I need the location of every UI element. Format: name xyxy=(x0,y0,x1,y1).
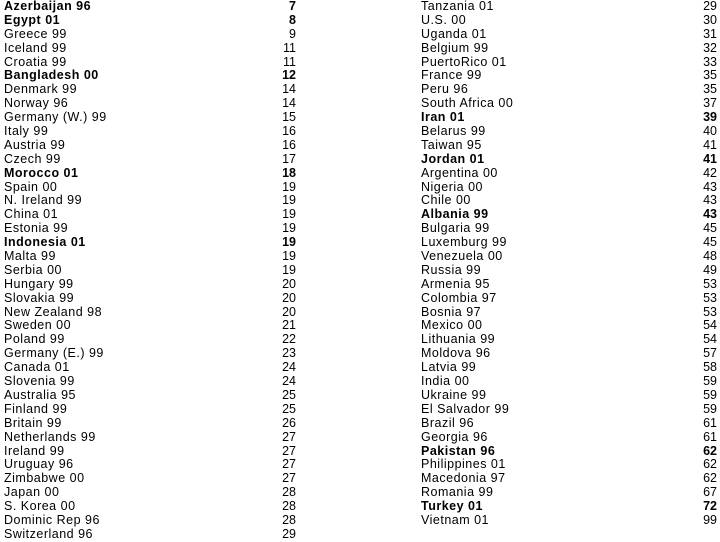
score-value: 54 xyxy=(703,332,717,347)
score-value: 19 xyxy=(282,193,296,208)
country-year-label: S. Korea 00 xyxy=(4,499,76,514)
score-value: 27 xyxy=(282,429,296,444)
score-value: 25 xyxy=(282,387,296,402)
country-year-label: Bosnia 97 xyxy=(421,304,482,319)
score-value: 11 xyxy=(283,40,296,55)
country-year-label: Britain 99 xyxy=(4,415,62,430)
score-value: 49 xyxy=(703,262,717,277)
score-value: 27 xyxy=(282,471,296,486)
score-value: 59 xyxy=(703,387,717,402)
table-row xyxy=(421,181,717,195)
table-row xyxy=(421,361,717,375)
table-row xyxy=(4,69,296,83)
score-value: 28 xyxy=(282,499,296,514)
country-year-label: Australia 95 xyxy=(4,387,77,402)
table-row xyxy=(421,319,717,333)
table-row xyxy=(421,514,717,528)
table-row xyxy=(421,42,717,56)
table-row xyxy=(421,222,717,236)
score-value: 61 xyxy=(703,429,717,444)
score-value: 45 xyxy=(703,235,717,250)
score-value: 41 xyxy=(703,151,717,166)
score-value: 17 xyxy=(282,151,296,166)
country-year-label: Estonia 99 xyxy=(4,221,69,236)
score-value: 21 xyxy=(282,318,296,333)
country-year-label: Germany (E.) 99 xyxy=(4,346,104,361)
score-value: 16 xyxy=(282,137,296,152)
country-year-label: Macedonia 97 xyxy=(421,471,506,486)
country-year-label: Norway 96 xyxy=(4,96,69,111)
table-row xyxy=(421,250,717,264)
table-row xyxy=(4,236,296,250)
table-row xyxy=(4,431,296,445)
country-year-label: Sweden 00 xyxy=(4,318,72,333)
score-value: 20 xyxy=(282,276,296,291)
score-value: 41 xyxy=(703,137,717,152)
country-year-label: Lithuania 99 xyxy=(421,332,496,347)
table-row xyxy=(421,69,717,83)
score-value: 24 xyxy=(282,374,296,389)
country-year-label: France 99 xyxy=(421,68,482,83)
table-row xyxy=(421,28,717,42)
table-row xyxy=(421,97,717,111)
country-year-label: South Africa 00 xyxy=(421,96,514,111)
table-row xyxy=(4,514,296,528)
table-row xyxy=(4,472,296,486)
table-row xyxy=(421,14,717,28)
score-value: 19 xyxy=(282,207,296,222)
table-row xyxy=(4,389,296,403)
table-row xyxy=(4,361,296,375)
table-row xyxy=(421,306,717,320)
score-value: 32 xyxy=(703,40,717,55)
table-row xyxy=(421,264,717,278)
table-row xyxy=(4,500,296,514)
table-row xyxy=(4,194,296,208)
country-year-label: Romania 99 xyxy=(421,485,494,500)
country-year-label: Indonesia 01 xyxy=(4,235,86,250)
country-year-label: Mexico 00 xyxy=(421,318,483,333)
table-row xyxy=(4,167,296,181)
table-row xyxy=(421,403,717,417)
table-row xyxy=(4,97,296,111)
table-row xyxy=(421,208,717,222)
table-row xyxy=(4,250,296,264)
left-column xyxy=(4,0,296,542)
table-row xyxy=(4,292,296,306)
table-row xyxy=(421,389,717,403)
score-value: 42 xyxy=(703,165,717,180)
country-year-label: Dominic Rep 96 xyxy=(4,512,100,527)
country-year-label: Tanzania 01 xyxy=(421,0,494,13)
score-value: 72 xyxy=(703,499,717,514)
country-year-label: Netherlands 99 xyxy=(4,429,96,444)
country-year-label: Malta 99 xyxy=(4,249,56,264)
country-year-label: El Salvador 99 xyxy=(421,401,510,416)
country-year-label: China 01 xyxy=(4,207,59,222)
score-value: 26 xyxy=(282,415,296,430)
country-year-label: Belgium 99 xyxy=(421,40,489,55)
country-year-label: Austria 99 xyxy=(4,137,66,152)
table-row xyxy=(421,417,717,431)
country-year-label: Russia 99 xyxy=(421,262,482,277)
table-row xyxy=(4,56,296,70)
table-row xyxy=(421,194,717,208)
score-value: 19 xyxy=(282,221,296,236)
table-row xyxy=(421,292,717,306)
table-row xyxy=(421,153,717,167)
score-value: 9 xyxy=(289,26,296,41)
country-year-label: Finland 99 xyxy=(4,401,68,416)
country-year-label: Uruguay 96 xyxy=(4,457,74,472)
country-year-label: PuertoRico 01 xyxy=(421,54,507,69)
score-value: 35 xyxy=(703,68,717,83)
country-year-label: Czech 99 xyxy=(4,151,61,166)
table-row xyxy=(421,445,717,459)
country-year-label: Venezuela 00 xyxy=(421,249,503,264)
country-year-label: Armenia 95 xyxy=(421,276,490,291)
score-value: 58 xyxy=(703,360,717,375)
score-value: 20 xyxy=(282,290,296,305)
table-row xyxy=(421,500,717,514)
country-year-label: N. Ireland 99 xyxy=(4,193,83,208)
country-year-label: Jordan 01 xyxy=(421,151,485,166)
country-year-label: Brazil 96 xyxy=(421,415,475,430)
table-row xyxy=(4,83,296,97)
score-value: 99 xyxy=(703,512,717,527)
score-value: 43 xyxy=(703,207,717,222)
score-value: 62 xyxy=(703,471,717,486)
country-year-label: Moldova 96 xyxy=(421,346,491,361)
country-year-label: Canada 01 xyxy=(4,360,70,375)
score-value: 43 xyxy=(703,193,717,208)
score-value: 29 xyxy=(282,526,296,541)
table-row xyxy=(4,403,296,417)
table-row xyxy=(421,278,717,292)
score-value: 33 xyxy=(703,54,717,69)
table-row xyxy=(421,167,717,181)
table-row xyxy=(4,264,296,278)
score-value: 53 xyxy=(703,290,717,305)
country-year-label: Azerbaijan 96 xyxy=(4,0,92,13)
table-row xyxy=(421,111,717,125)
country-year-label: Colombia 97 xyxy=(421,290,497,305)
country-year-label: Vietnam 01 xyxy=(421,512,490,527)
score-value: 43 xyxy=(703,179,717,194)
country-year-label: Slovenia 99 xyxy=(4,374,75,389)
table-row xyxy=(4,445,296,459)
table-row xyxy=(4,319,296,333)
table-row xyxy=(421,236,717,250)
country-year-label: Luxemburg 99 xyxy=(421,235,507,250)
table-row xyxy=(4,333,296,347)
table-row xyxy=(4,458,296,472)
country-year-label: Nigeria 00 xyxy=(421,179,483,194)
score-value: 19 xyxy=(282,262,296,277)
score-value: 53 xyxy=(703,276,717,291)
score-value: 14 xyxy=(282,96,296,111)
score-value: 29 xyxy=(703,0,717,13)
country-year-label: Taiwan 95 xyxy=(421,137,482,152)
score-value: 30 xyxy=(703,12,717,27)
table-row xyxy=(421,431,717,445)
country-year-label: Slovakia 99 xyxy=(4,290,75,305)
country-year-label: New Zealand 98 xyxy=(4,304,103,319)
table-row xyxy=(421,347,717,361)
table-row xyxy=(4,347,296,361)
country-year-label: Zimbabwe 00 xyxy=(4,471,85,486)
country-year-label: Bangladesh 00 xyxy=(4,68,99,83)
table-row xyxy=(421,472,717,486)
score-value: 61 xyxy=(703,415,717,430)
country-year-label: Chile 00 xyxy=(421,193,471,208)
country-year-label: Germany (W.) 99 xyxy=(4,110,107,125)
score-value: 67 xyxy=(703,485,717,500)
score-value: 20 xyxy=(282,304,296,319)
score-value: 19 xyxy=(282,249,296,264)
score-value: 15 xyxy=(282,110,296,125)
score-value: 25 xyxy=(282,401,296,416)
score-value: 35 xyxy=(703,82,717,97)
country-year-label: Iran 01 xyxy=(421,110,465,125)
country-year-label: Spain 00 xyxy=(4,179,58,194)
score-value: 18 xyxy=(282,165,296,180)
score-value: 27 xyxy=(282,443,296,458)
table-row xyxy=(4,222,296,236)
country-year-label: Iceland 99 xyxy=(4,40,67,55)
score-value: 11 xyxy=(283,54,296,69)
table-row xyxy=(421,125,717,139)
table-row xyxy=(4,278,296,292)
country-year-label: Latvia 99 xyxy=(421,360,477,375)
table-row xyxy=(4,14,296,28)
score-value: 59 xyxy=(703,401,717,416)
score-value: 37 xyxy=(703,96,717,111)
table-row xyxy=(4,111,296,125)
score-value: 22 xyxy=(282,332,296,347)
score-value: 48 xyxy=(703,249,717,264)
score-value: 19 xyxy=(282,179,296,194)
score-value: 54 xyxy=(703,318,717,333)
score-value: 8 xyxy=(289,12,296,27)
table-row xyxy=(4,125,296,139)
country-year-label: Georgia 96 xyxy=(421,429,488,444)
table-row xyxy=(4,0,296,14)
score-value: 59 xyxy=(703,374,717,389)
country-year-label: Albania 99 xyxy=(421,207,489,222)
score-value: 28 xyxy=(282,512,296,527)
right-column xyxy=(421,0,717,528)
table-row xyxy=(421,333,717,347)
score-value: 12 xyxy=(282,68,296,83)
table-row xyxy=(4,208,296,222)
table-row xyxy=(4,139,296,153)
table-row xyxy=(421,56,717,70)
score-value: 39 xyxy=(703,110,717,125)
table-row xyxy=(421,0,717,14)
country-year-label: Egypt 01 xyxy=(4,12,61,27)
country-year-label: U.S. 00 xyxy=(421,12,467,27)
country-year-label: Serbia 00 xyxy=(4,262,63,277)
score-value: 14 xyxy=(282,82,296,97)
country-year-label: Italy 99 xyxy=(4,124,49,139)
table-row xyxy=(421,83,717,97)
country-year-label: Argentina 00 xyxy=(421,165,498,180)
country-year-label: Ukraine 99 xyxy=(421,387,487,402)
table-row xyxy=(421,486,717,500)
country-year-label: Greece 99 xyxy=(4,26,67,41)
score-value: 31 xyxy=(703,26,717,41)
country-year-label: Switzerland 96 xyxy=(4,526,93,541)
country-year-label: Belarus 99 xyxy=(421,124,486,139)
table-row xyxy=(4,306,296,320)
table-row xyxy=(421,139,717,153)
score-value: 24 xyxy=(282,360,296,375)
score-value: 57 xyxy=(703,346,717,361)
table-row xyxy=(4,375,296,389)
country-year-label: Ireland 99 xyxy=(4,443,65,458)
score-value: 23 xyxy=(282,346,296,361)
score-value: 53 xyxy=(703,304,717,319)
country-year-label: Uganda 01 xyxy=(421,26,487,41)
table-row xyxy=(4,181,296,195)
score-value: 27 xyxy=(282,457,296,472)
score-value: 28 xyxy=(282,485,296,500)
country-year-label: India 00 xyxy=(421,374,470,389)
table-row xyxy=(421,458,717,472)
country-year-label: Denmark 99 xyxy=(4,82,78,97)
score-value: 62 xyxy=(703,457,717,472)
score-value: 16 xyxy=(282,124,296,139)
table-row xyxy=(421,375,717,389)
country-year-label: Peru 96 xyxy=(421,82,469,97)
country-year-label: Philippines 01 xyxy=(421,457,506,472)
score-value: 62 xyxy=(703,443,717,458)
table-row xyxy=(4,153,296,167)
score-value: 45 xyxy=(703,221,717,236)
table-row xyxy=(4,417,296,431)
country-year-label: Croatia 99 xyxy=(4,54,67,69)
country-year-label: Poland 99 xyxy=(4,332,65,347)
score-value: 7 xyxy=(289,0,296,13)
table-row xyxy=(4,486,296,500)
country-year-label: Bulgaria 99 xyxy=(421,221,490,236)
table-row xyxy=(4,42,296,56)
score-value: 40 xyxy=(703,124,717,139)
score-value: 19 xyxy=(282,235,296,250)
country-year-label: Morocco 01 xyxy=(4,165,79,180)
country-year-label: Hungary 99 xyxy=(4,276,74,291)
table-row xyxy=(4,28,296,42)
country-year-label: Japan 00 xyxy=(4,485,60,500)
country-year-label: Pakistan 96 xyxy=(421,443,496,458)
country-year-label: Turkey 01 xyxy=(421,499,483,514)
